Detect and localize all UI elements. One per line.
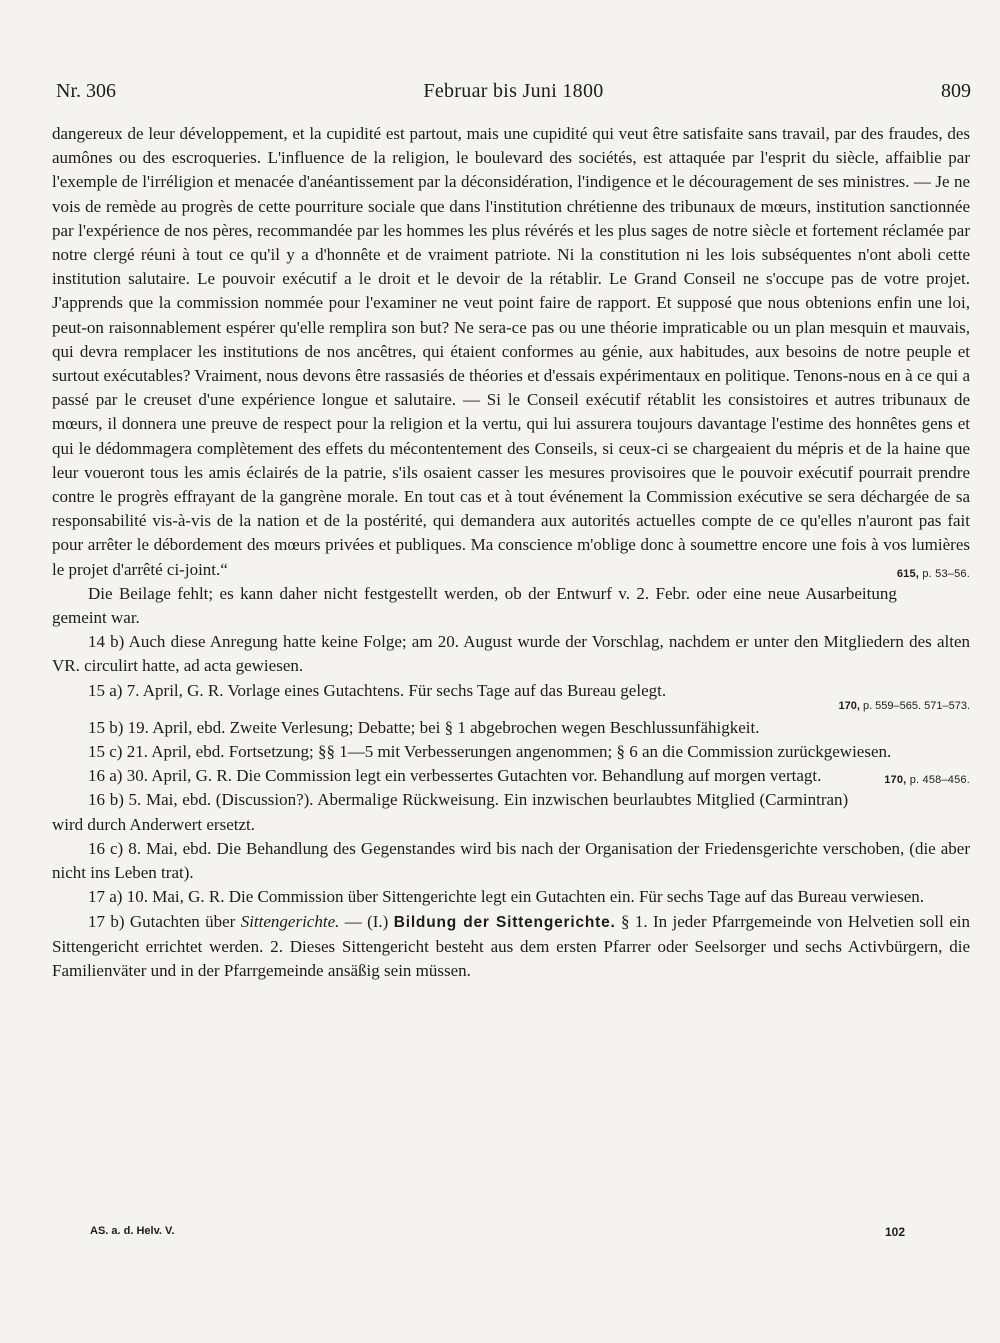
page-body [52, 122, 970, 983]
entry-lead: 17 b) Gutachten über [88, 911, 241, 931]
note-entry [52, 885, 970, 909]
note-entry [52, 788, 970, 836]
entry-text: 15 b) 19. April, ebd. Zweite Verlesung; Debatte; bei § 1 abgebrochen wegen Beschlussunfähigkeit. [88, 717, 760, 737]
note-entry [52, 582, 970, 630]
footer-signature: AS. a. d. Helv. V. [90, 1225, 175, 1237]
citation-pages: p. 458–456. [909, 774, 970, 787]
quoted-french-text [52, 122, 970, 582]
page-footer [90, 1225, 905, 1245]
note-entry [52, 716, 970, 740]
citation-pages: p. 53–56. [922, 567, 970, 580]
page-number: 809 [941, 80, 971, 102]
note-entry-last [52, 910, 970, 984]
entry-text: 16 a) 30. April, G. R. Die Commission legt ein verbessertes Gutachten vor. Behandlung auf morgen vertagt. [88, 766, 822, 786]
entry-text: 15 a) 7. April, G. R. Vorlage eines Gutachtens. Für sechs Tage auf das Bureau gelegt. [88, 680, 667, 700]
note-entry [52, 764, 970, 788]
sheet-number: 102 [884, 1225, 905, 1239]
citation-volume: 170, [838, 699, 860, 712]
page-header [56, 80, 971, 110]
quote-citation [897, 562, 970, 586]
citation-volume: 615, [896, 567, 920, 580]
entry-text: 17 a) 10. Mai, G. R. Die Commission über Sittengerichte legt ein Gutachten ein. Für sechs Tage auf das Bureau verwiesen. [88, 887, 925, 907]
note-entry [52, 630, 970, 678]
citation-pages: p. 559–565. 571–573. [862, 699, 970, 712]
entry-italic-title: Sittengerichte. [240, 911, 340, 931]
citation-volume: 170, [884, 774, 907, 787]
entry-text: Die Beilage fehlt; es kann daher nicht festgestellt werden, ob der Entwurf v. 2. Febr. oder eine neue Ausarbeitung gemeint war. [52, 583, 897, 628]
document-number: Nr. 306 [56, 80, 116, 102]
entry-text: 16 c) 8. Mai, ebd. Die Behandlung des Gegenstandes wird bis nach der Organisation der Friedensgerichte verschoben, (die aber nicht ins Leben trat). [52, 838, 970, 883]
entry-citation [848, 768, 970, 792]
entry-text: 16 b) 5. Mai, ebd. (Discussion?). Abermalige Rückweisung. Ein inzwischen beurlaubtes Mitglied (Carmintran) wird durch Anderwert ersetzt. [52, 790, 849, 834]
entry-text: 14 b) Auch diese Anregung hatte keine Folge; am 20. August wurde der Vorschlag, nachdem er unter den Mitgliedern des alten VR. circulirt hatte, ad acta gewiesen. [52, 632, 970, 676]
entry-dash: — (I.) [339, 911, 394, 931]
entry-section-heading: Bildung der Sittengerichte. [393, 913, 616, 931]
entry-text: 15 c) 21. April, ebd. Fortsetzung; §§ 1—5 mit Verbesserungen angenommen; § 6 an die Commission zurückgewiesen. [88, 742, 892, 762]
entry-rest: § 1. In jeder Pfarrgemeinde von Helvetien soll ein Sittengericht errichtet werden. 2. Dieses Sittengericht besteht aus dem ersten Pfarrer oder Seelsorger und sechs Activbürgern, die Familienväter und in der Pfarrgemeinde ansäßig sein müssen. [52, 911, 971, 980]
note-entry [52, 837, 970, 885]
quote-text: dangereux de leur développement, et la cupidité est partout, mais une cupidité qui veut être satisfaite sans travail, par des fraudes, des aumônes ou des escroqueries. L'influence de la religion, le boulevard des sociétés, est attaquée par l'esprit du siècle, affaiblie par l'exemple de l'irréligion et menacée d'anéantissement par la déconsidération, l'indigence et le découragement de ses ministres. — Je ne vois de remède au progrès de cette pourriture sociale que dans l'institution chrétienne des tribunaux de mœurs, institution sanctionnée par l'expérience de nos pères, recommandée par les hommes les plus révérés et les plus sages de notre siècle et fortement réclamée par notre clergé réuni à tout ce qu'il y a d'honnête et de vraiment patriote. Ni la constitution ni les lois subséquentes n'ont aboli cette institution salutaire. Le pouvoir exécutif a le droit et le devoir de la rétablir. Le Grand Conseil ne s'occupe pas de votre projet. J'apprends que la commission nommée pour l'examiner ne veut point faire de rapport. Et supposé que nous obtenions enfin une loi, peut-on raisonnablement espérer qu'elle remplira son but? Ne sera-ce pas ou une théorie impraticable ou un plan mesquin et mauvais, qui devra remplacer les institutions de nos ancêtres, qui étaient conformes au génie, aux habitudes, aux besoins de notre peuple et surtout exécutables? Vraiment, nous devons être rassasiés de théories et d'essais expérimentaux en politique. Tenons-nous en à ce qui a passé par le creuset d'une expérience longue et salutaire. — Si le Conseil exécutif rétablit les consistoires et autres tribunaux de mœurs, il donnera une preuve de respect pour la religion et la vertu, qui lui assurera toujours davantage l'estime des honnêtes gens et qui le dédommagera complètement des effets du mécontentement des Conseils, si ceux-ci se chargeaient du mépris et de la haine que leur voueront tous les amis éclairés de la patrie, s'ils osaient casser les mesures provisoires que le pouvoir exécutif pourrait prendre contre le progrès effrayant de la gangrène morale. En tout cas et à tout événement la Commission exécutive se sera déchargée de sa responsabilité vis-à-vis de la nation et de la postérité, qui demandera aux autorités actuelles compte de ce qu'elles n'auront pas fait pour arrêter le débordement des mœurs privées et publiques. Ma conscience m'oblige donc à soumettre encore une fois à vos lumières le projet d'arrêté ci-joint.“ [52, 124, 970, 579]
running-title: Februar bis Juni 1800 [423, 80, 604, 102]
